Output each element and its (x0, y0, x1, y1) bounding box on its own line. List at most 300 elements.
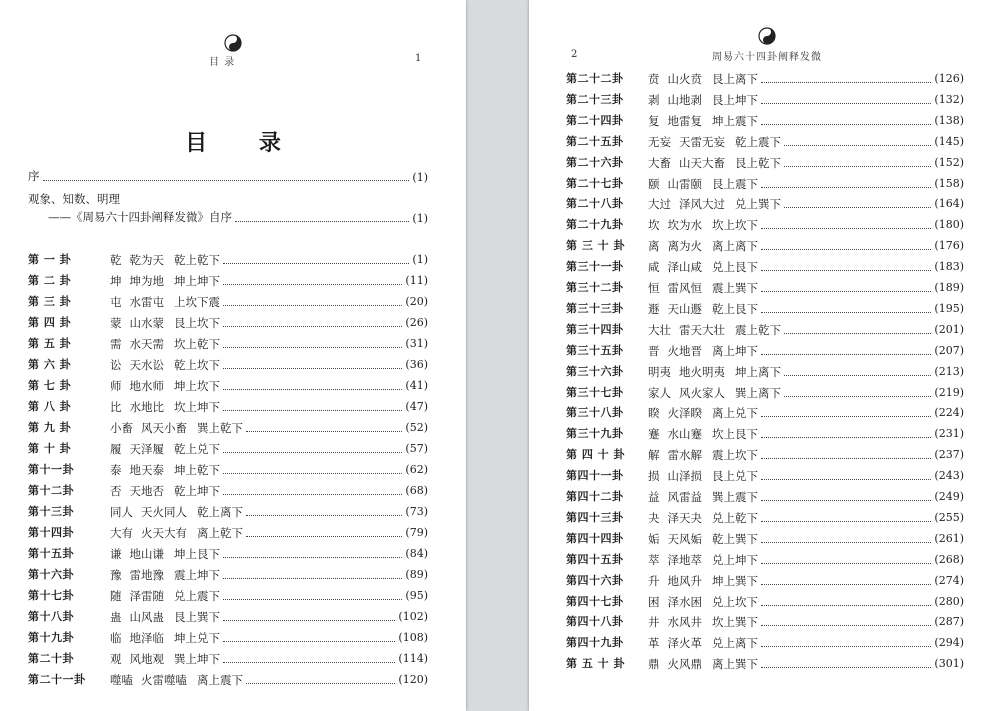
toc-entry[interactable] (566, 175, 964, 191)
hexagram-name: 无妄 (648, 134, 671, 149)
gua-number: 第三十一卦 (566, 260, 624, 274)
toc-entry[interactable] (566, 133, 964, 149)
hexagram-name: 大过 (648, 197, 671, 212)
hexagram-name: 困 (648, 594, 660, 609)
page-ref: (145) (934, 134, 964, 148)
hexagram-image: 地风升 (667, 573, 702, 588)
gua-number: 第 四 卦 (28, 316, 72, 329)
hexagram-name: 姤 (648, 531, 660, 546)
toc-entry[interactable] (566, 551, 964, 567)
front-matter-label: 观象、知数、明理 (28, 192, 120, 206)
hexagram-name: 家人 (648, 385, 671, 400)
gua-number: 第二十七卦 (566, 176, 624, 190)
gua-number: 第二十二卦 (566, 72, 624, 85)
hexagram-name: 师 (110, 379, 122, 393)
hexagram-image: 火风鼎 (667, 657, 702, 672)
gua-number: 第 六 卦 (28, 358, 72, 371)
hexagram-image: 离为火 (667, 239, 702, 254)
hexagram-image: 泽地萃 (667, 552, 702, 567)
toc-entry[interactable] (28, 440, 428, 456)
hexagram-image: 坤为地 (129, 274, 164, 288)
dot-leader (223, 577, 402, 579)
dot-leader (246, 682, 395, 684)
page-ref: (79) (405, 526, 428, 539)
trigram-composition: 乾上离下 (197, 505, 243, 519)
trigram-composition: 艮上乾下 (735, 155, 781, 170)
toc-entry[interactable] (566, 488, 964, 504)
hexagram-image: 山水蒙 (129, 316, 164, 330)
hexagram-name: 升 (648, 573, 660, 588)
left-page (0, 0, 466, 711)
toc-title: 目 录 (185, 130, 303, 156)
running-head: 目 录 (209, 57, 236, 68)
page-ref: (57) (405, 442, 428, 455)
trigram-composition: 巽上震下 (712, 490, 758, 504)
dot-leader (761, 645, 931, 647)
page-ref: (68) (405, 484, 428, 497)
dot-leader (761, 102, 931, 104)
dot-leader (223, 283, 402, 285)
dot-leader (784, 374, 931, 376)
trigram-composition: 震上坎下 (712, 448, 758, 463)
toc-entry[interactable] (566, 467, 964, 483)
trigram-composition: 巽上坤下 (174, 652, 220, 666)
dot-leader (784, 165, 931, 167)
dot-leader (761, 186, 931, 188)
hexagram-image: 火泽睽 (667, 406, 702, 421)
dot-leader (246, 535, 402, 537)
dot-leader (223, 598, 402, 600)
dot-leader (761, 562, 931, 564)
hexagram-image: 山火贲 (667, 72, 702, 86)
gua-number: 第四十八卦 (566, 615, 624, 629)
hexagram-name: 明夷 (648, 364, 671, 379)
page-ref: (47) (405, 400, 428, 413)
trigram-composition: 坎上乾下 (174, 337, 220, 351)
trigram-composition: 坤上震下 (712, 113, 758, 128)
trigram-composition: 艮上兑下 (712, 469, 758, 484)
page-ref: (126) (934, 72, 964, 85)
svg-text:· · ·: · · · (763, 23, 771, 28)
toc-entry[interactable] (566, 279, 964, 295)
gua-number: 第四十四卦 (566, 531, 624, 545)
dot-leader (761, 123, 931, 125)
dot-leader (761, 499, 931, 501)
hexagram-name: 井 (648, 615, 660, 630)
dot-leader (43, 179, 410, 181)
front-matter-label: 序 (28, 169, 40, 183)
trigram-composition: 震上乾下 (735, 322, 781, 337)
hexagram-image: 天地否 (129, 484, 164, 498)
hexagram-name: 噬嗑 (110, 673, 133, 687)
page-ref: (26) (405, 316, 428, 329)
hexagram-name: 革 (648, 636, 660, 651)
toc-entry[interactable] (28, 608, 428, 624)
hexagram-name: 鼎 (648, 657, 660, 672)
page-ref: (255) (934, 510, 964, 524)
toc-entry[interactable] (566, 425, 964, 441)
dot-leader (761, 604, 931, 606)
toc-entry[interactable] (28, 377, 428, 393)
hexagram-name: 乾 (110, 253, 122, 267)
toc-entry[interactable] (28, 356, 428, 372)
gua-number: 第十二卦 (28, 484, 74, 497)
page-ref: (219) (934, 385, 964, 399)
svg-text:· · ·: · · · (229, 30, 237, 35)
hexagram-image: 雷水解 (667, 448, 702, 463)
gua-number: 第四十一卦 (566, 469, 624, 483)
hexagram-image: 水风井 (667, 615, 702, 630)
hexagram-image: 泽雷随 (129, 589, 164, 603)
hexagram-image: 泽火革 (667, 636, 702, 651)
hexagram-name: 临 (110, 631, 122, 645)
trigram-composition: 乾上震下 (735, 134, 781, 149)
hexagram-image: 泽天夬 (667, 510, 702, 525)
hexagram-name: 复 (648, 113, 660, 128)
running-head: 周易六十四卦阐释发微 (712, 52, 822, 63)
toc-entry[interactable] (566, 634, 964, 650)
gua-number: 第 三 卦 (28, 295, 72, 308)
toc-entry[interactable] (566, 300, 964, 316)
hexagram-image: 火地晋 (667, 343, 702, 358)
hexagram-image: 火雷噬嗑 (141, 673, 187, 687)
toc-entry[interactable] (28, 503, 428, 519)
page-ref: (261) (934, 531, 964, 545)
trigram-composition: 坎上艮下 (712, 427, 758, 442)
hexagram-name: 坤 (110, 274, 122, 288)
dot-leader (223, 325, 402, 327)
hexagram-image: 天风姤 (667, 531, 702, 546)
toc-entry[interactable] (28, 251, 428, 267)
trigram-composition: 艮上坎下 (174, 316, 220, 330)
trigram-composition: 乾上兑下 (174, 442, 220, 456)
gua-number: 第 十 卦 (28, 442, 72, 455)
hexagram-image: 泽山咸 (667, 260, 702, 275)
gua-number: 第三十四卦 (566, 322, 624, 336)
gua-number: 第十六卦 (28, 568, 74, 581)
trigram-composition: 艮上巽下 (174, 610, 220, 624)
page-ref: (102) (398, 610, 428, 623)
toc-entry[interactable] (28, 272, 428, 288)
gua-number: 第 一 卦 (28, 253, 72, 266)
gua-number: 第 二 卦 (28, 274, 72, 287)
gua-number: 第三十三卦 (566, 301, 624, 315)
hexagram-image: 地天泰 (129, 463, 164, 477)
toc-entry[interactable] (566, 342, 964, 358)
page-number: 1 (415, 53, 422, 64)
dot-leader (761, 457, 931, 459)
page-ref: (183) (934, 260, 964, 274)
hexagram-name: 蹇 (648, 427, 660, 442)
toc-entry[interactable] (28, 461, 428, 477)
trigram-composition: 巽上乾下 (197, 421, 243, 435)
hexagram-image: 山雷颐 (667, 176, 702, 191)
dot-leader (223, 493, 402, 495)
page-ref: (11) (405, 274, 428, 287)
gua-number: 第三十八卦 (566, 406, 624, 420)
hexagram-image: 山地剥 (667, 92, 702, 107)
toc-entry[interactable] (566, 572, 964, 588)
dot-leader (761, 541, 931, 543)
dot-leader (761, 227, 931, 229)
toc-entry[interactable] (28, 587, 428, 603)
trigram-composition: 兑上乾下 (712, 510, 758, 525)
hexagram-name: 遯 (648, 301, 660, 316)
gua-number: 第四十九卦 (566, 636, 624, 650)
dot-leader (223, 367, 402, 369)
hexagram-name: 益 (648, 490, 660, 504)
trigram-composition: 震上巽下 (712, 281, 758, 295)
trigram-composition: 坎上坎下 (712, 218, 758, 233)
page-ref: (294) (934, 636, 964, 650)
toc-entry[interactable] (566, 530, 964, 546)
page-ref: (164) (934, 197, 964, 211)
page-ref: (36) (405, 358, 428, 371)
toc-entry[interactable] (28, 335, 428, 351)
hexagram-image: 风天小畜 (141, 421, 187, 435)
toc-entry[interactable] (566, 655, 964, 671)
hexagram-name: 小畜 (110, 421, 133, 435)
gua-number: 第十五卦 (28, 547, 74, 560)
toc-entry[interactable] (28, 629, 428, 645)
trigram-composition: 离上坤下 (712, 343, 758, 358)
toc-entry[interactable] (28, 398, 428, 414)
dot-leader (761, 666, 931, 668)
dot-leader (223, 472, 402, 474)
hexagram-image: 水地比 (129, 400, 164, 414)
page-ref: (41) (405, 379, 428, 392)
hexagram-name: 夬 (648, 510, 660, 525)
toc-entry[interactable] (566, 237, 964, 253)
dot-leader (761, 269, 931, 271)
toc-entry[interactable] (28, 650, 428, 666)
hexagram-name: 咸 (648, 260, 660, 275)
toc-entry[interactable] (566, 404, 964, 420)
hexagram-name: 需 (110, 337, 122, 351)
toc-entry[interactable] (566, 509, 964, 525)
toc-entry[interactable] (28, 671, 428, 687)
gua-number: 第三十六卦 (566, 364, 624, 378)
front-matter-page: (1) (412, 171, 428, 184)
toc-entry[interactable] (566, 195, 964, 211)
dot-leader (223, 661, 395, 663)
trigram-composition: 艮上离下 (712, 72, 758, 86)
trigram-composition: 坤上坤下 (174, 274, 220, 288)
toc-entry[interactable] (566, 593, 964, 609)
trigram-composition: 兑上坤下 (712, 552, 758, 567)
page-number: 2 (571, 49, 578, 60)
dot-leader (761, 290, 931, 292)
toc-entry[interactable] (566, 70, 964, 86)
dot-leader (761, 81, 931, 83)
trigram-composition: 兑上震下 (174, 589, 220, 603)
hexagram-name: 损 (648, 469, 660, 484)
dot-leader (246, 514, 402, 516)
hexagram-image: 地山谦 (129, 547, 164, 561)
gua-number: 第四十七卦 (566, 594, 624, 608)
page-ref: (249) (934, 490, 964, 503)
hexagram-image: 坎为水 (667, 218, 702, 233)
toc-entry[interactable] (566, 216, 964, 232)
gua-number: 第二十三卦 (566, 92, 624, 106)
page-ref: (138) (934, 113, 964, 127)
toc-entry[interactable] (566, 112, 964, 128)
trigram-composition: 坤上兑下 (174, 631, 220, 645)
page-ref: (73) (405, 505, 428, 518)
dot-leader (761, 436, 931, 438)
gua-number: 第 七 卦 (28, 379, 72, 392)
gua-number: 第十一卦 (28, 463, 74, 476)
page-ref: (120) (398, 673, 428, 686)
gua-number: 第十八卦 (28, 610, 74, 623)
hexagram-image: 水山蹇 (667, 427, 702, 442)
toc-entry[interactable] (566, 446, 964, 462)
gua-number: 第三十七卦 (566, 385, 624, 399)
front-matter-preface[interactable] (28, 168, 428, 184)
toc-entry[interactable] (28, 566, 428, 582)
hexagram-name: 坎 (648, 218, 660, 233)
dot-leader (761, 248, 931, 250)
gua-number: 第二十八卦 (566, 197, 624, 211)
dot-leader (761, 624, 931, 626)
page-ref: (176) (934, 239, 964, 253)
dot-leader (223, 640, 395, 642)
dot-leader (223, 388, 402, 390)
trigram-composition: 离上乾下 (197, 526, 243, 540)
hexagram-name: 讼 (110, 358, 122, 372)
trigram-composition: 离上兑下 (712, 406, 758, 421)
hexagram-image: 地火明夷 (679, 364, 725, 379)
front-matter-author-preface[interactable] (48, 209, 428, 225)
trigram-composition: 上坎下震 (174, 295, 220, 309)
trigram-composition: 兑上巽下 (735, 197, 781, 212)
trigram-composition: 艮上坤下 (712, 92, 758, 107)
trigram-composition: 离上震下 (197, 673, 243, 687)
toc-entry[interactable] (566, 321, 964, 337)
dot-leader (246, 430, 402, 432)
trigram-composition: 兑上离下 (712, 636, 758, 651)
front-matter-page: (1) (412, 212, 428, 225)
hexagram-image: 天火同人 (141, 505, 187, 519)
hexagram-image: 地水师 (129, 379, 164, 393)
page-ref: (84) (405, 547, 428, 560)
page-ref: (231) (934, 427, 964, 441)
gua-number: 第三十二卦 (566, 281, 624, 294)
dot-leader (784, 144, 931, 146)
toc-entry[interactable] (28, 482, 428, 498)
toc-entry[interactable] (566, 91, 964, 107)
hexagram-name: 比 (110, 400, 122, 414)
trigram-composition: 乾上坎下 (174, 358, 220, 372)
gua-number: 第十三卦 (28, 505, 74, 518)
hexagram-name: 泰 (110, 463, 122, 477)
gua-number: 第四十六卦 (566, 573, 624, 587)
hexagram-name: 睽 (648, 406, 660, 421)
dot-leader (223, 262, 409, 264)
trigram-composition: 坎上坤下 (174, 400, 220, 414)
hexagram-image: 雷天大壮 (679, 322, 725, 337)
hexagram-image: 天山遯 (667, 301, 702, 316)
hexagram-image: 风雷益 (667, 490, 702, 504)
gua-number: 第三十五卦 (566, 343, 624, 357)
page-ref: (195) (934, 301, 964, 315)
toc-entry[interactable] (28, 314, 428, 330)
hexagram-image: 天雷无妄 (679, 134, 725, 149)
page-ref: (108) (398, 631, 428, 644)
dot-leader (761, 415, 931, 417)
toc-entry[interactable] (566, 154, 964, 170)
hexagram-image: 泽风大过 (679, 197, 725, 212)
hexagram-name: 恒 (648, 281, 660, 295)
hexagram-image: 泽水困 (667, 594, 702, 609)
hexagram-name: 萃 (648, 552, 660, 567)
hexagram-image: 风火家人 (679, 385, 725, 400)
hexagram-name: 大有 (110, 526, 133, 540)
page-ref: (274) (934, 573, 964, 587)
gua-number: 第 四 十 卦 (566, 448, 625, 462)
taiji-logo-icon (755, 23, 779, 47)
hexagram-name: 履 (110, 442, 122, 456)
trigram-composition: 乾上乾下 (174, 253, 220, 267)
page-ref: (280) (934, 594, 964, 608)
toc-entry[interactable] (566, 258, 964, 274)
hexagram-name: 蛊 (110, 610, 122, 624)
toc-entry[interactable] (28, 419, 428, 435)
gua-number: 第 九 卦 (28, 421, 72, 434)
toc-entry[interactable] (28, 545, 428, 561)
hexagram-name: 剥 (648, 92, 660, 107)
hexagram-name: 颐 (648, 176, 660, 191)
dot-leader (784, 206, 931, 208)
toc-entry[interactable] (566, 384, 964, 400)
trigram-composition: 巽上离下 (735, 385, 781, 400)
dot-leader (223, 304, 402, 306)
right-page (529, 0, 994, 711)
dot-leader (784, 395, 931, 397)
page-ref: (158) (934, 176, 964, 190)
hexagram-name: 大壮 (648, 322, 671, 337)
gua-number: 第三十九卦 (566, 427, 624, 441)
gua-number: 第十四卦 (28, 526, 74, 539)
page-ref: (1) (412, 253, 428, 266)
page-ref: (201) (934, 322, 964, 336)
hexagram-image: 水雷屯 (129, 295, 164, 309)
toc-entry[interactable] (566, 363, 964, 379)
hexagram-name: 离 (648, 239, 660, 254)
hexagram-name: 同人 (110, 505, 133, 519)
gua-number: 第 五 卦 (28, 337, 72, 350)
dot-leader (784, 332, 931, 334)
page-ref: (189) (934, 281, 964, 294)
dot-leader (223, 619, 395, 621)
trigram-composition: 坤上艮下 (174, 547, 220, 561)
hexagram-image: 雷地豫 (129, 568, 164, 582)
trigram-composition: 乾上艮下 (712, 301, 758, 316)
dot-leader (761, 353, 931, 355)
page-ref: (268) (934, 552, 964, 566)
hexagram-name: 晋 (648, 343, 660, 358)
toc-entry[interactable] (28, 293, 428, 309)
page-ref: (89) (405, 568, 428, 581)
taiji-logo-icon (221, 30, 245, 54)
gua-number: 第四十二卦 (566, 490, 624, 503)
toc-entry[interactable] (28, 524, 428, 540)
toc-entry[interactable] (566, 613, 964, 629)
page-ref: (180) (934, 218, 964, 232)
page-ref: (301) (934, 657, 964, 671)
trigram-composition: 坎上巽下 (712, 615, 758, 630)
gua-number: 第二十四卦 (566, 113, 624, 127)
